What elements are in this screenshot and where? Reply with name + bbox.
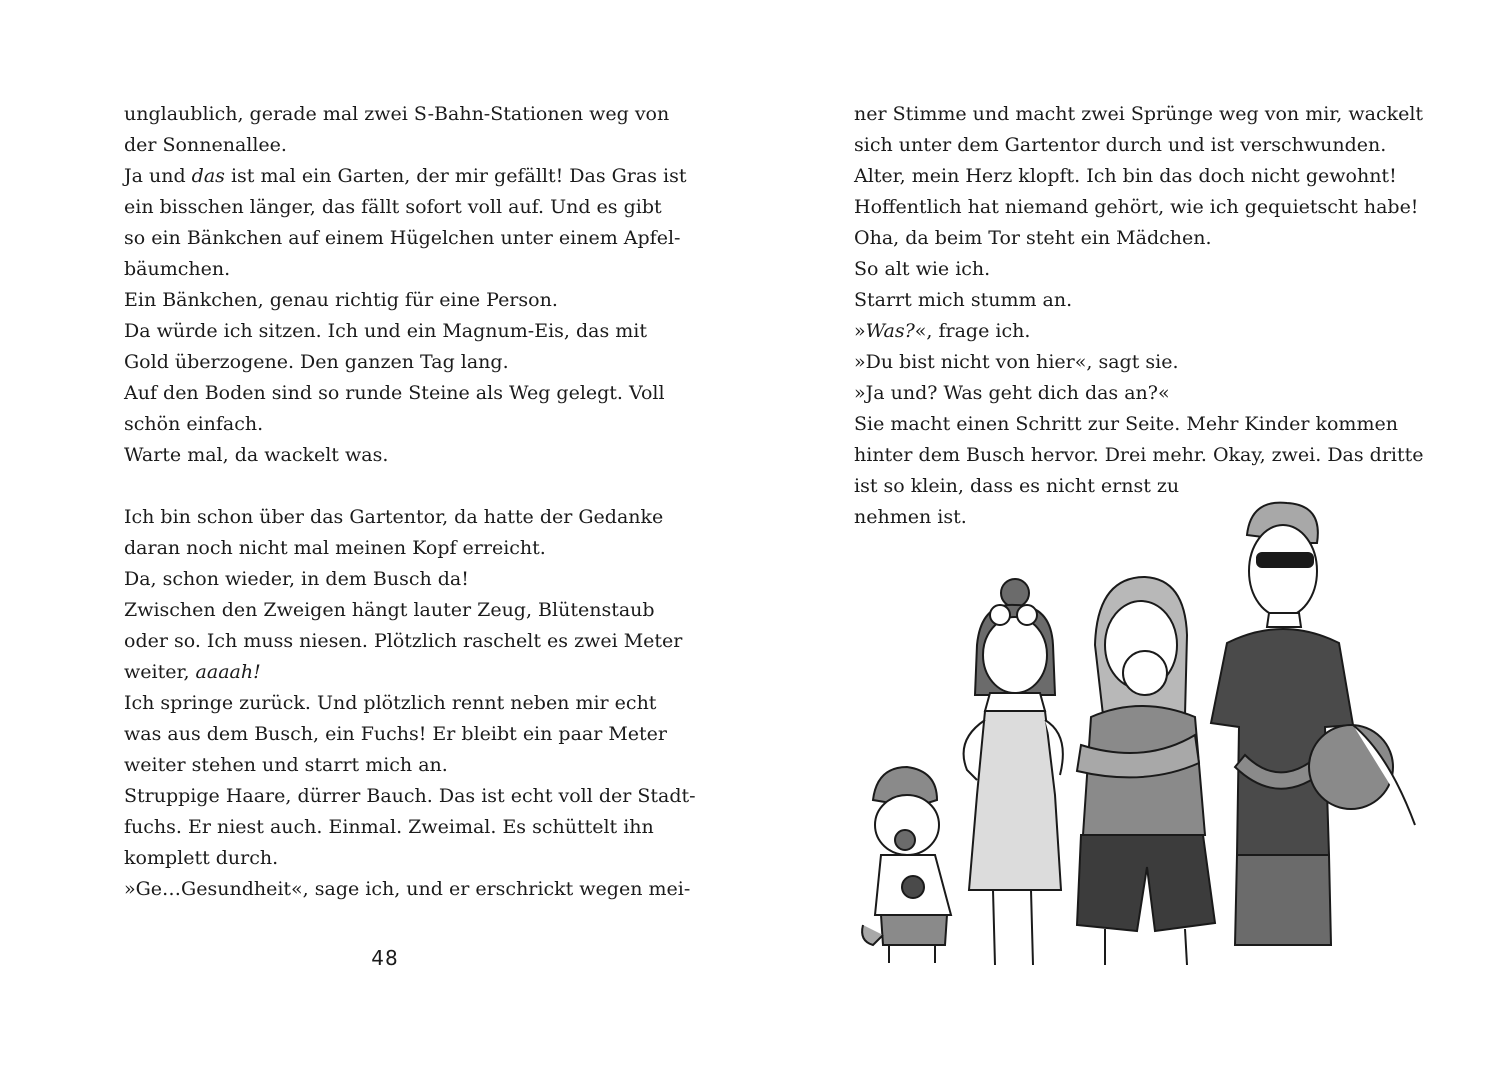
text-line: »Was?«, frage ich.: [854, 320, 1031, 342]
text-line: weiter stehen und starrt mich an.: [124, 754, 448, 776]
text-line: ist so klein, dass es nicht ernst zu: [854, 475, 1180, 497]
text-line: Da, schon wieder, in dem Busch da!: [124, 568, 469, 590]
text-line: Hoffentlich hat niemand gehört, wie ich gequietscht habe!: [854, 196, 1419, 218]
text-line: So alt wie ich.: [854, 258, 991, 280]
text-line: komplett durch.: [124, 847, 279, 869]
text-line: Starrt mich stumm an.: [854, 289, 1073, 311]
text-line: Struppige Haare, dürrer Bauch. Das ist echt voll der Stadt-: [124, 785, 696, 807]
text-line: Ein Bänkchen, genau richtig für eine Person.: [124, 289, 558, 311]
left-page-text: [124, 99, 696, 905]
text-line: Da würde ich sitzen. Ich und ein Magnum-Eis, das mit: [124, 320, 647, 342]
text-line: ner Stimme und macht zwei Sprünge weg von mir, wackelt: [854, 103, 1424, 125]
text-line: was aus dem Busch, ein Fuchs! Er bleibt ein paar Meter: [124, 723, 668, 745]
text-line: Ja und das ist mal ein Garten, der mir gefällt! Das Gras ist: [124, 165, 687, 187]
tall-boy-figure: [1211, 503, 1415, 945]
text-line: [124, 471, 646, 502]
text-line: Auf den Boden sind so runde Steine als Weg gelegt. Voll: [124, 382, 665, 404]
text-line: nehmen ist.: [854, 506, 967, 528]
text-line: oder so. Ich muss niesen. Plötzlich raschelt es zwei Meter: [124, 630, 683, 652]
text-line: Ich bin schon über das Gartentor, da hatte der Gedanke: [124, 506, 664, 528]
text-line: der Sonnenallee.: [124, 134, 287, 156]
four-children-illustration: [855, 495, 1430, 975]
right-page-text: [854, 99, 1424, 533]
text-line: daran noch nicht mal meinen Kopf erreicht.: [124, 537, 546, 559]
page-number: 48: [371, 946, 399, 970]
text-line: schön einfach.: [124, 413, 264, 435]
text-line: Sie macht einen Schritt zur Seite. Mehr Kinder kommen: [854, 413, 1398, 435]
text-line: so ein Bänkchen auf einem Hügelchen unter einem Apfel-: [124, 227, 681, 249]
text-line: Warte mal, da wackelt was.: [124, 444, 389, 466]
text-line: hinter dem Busch hervor. Drei mehr. Okay, zwei. Das dritte: [854, 444, 1424, 466]
text-line: »Ge…Gesundheit«, sage ich, und er erschrickt wegen mei-: [124, 878, 691, 900]
text-line: fuchs. Er niest auch. Einmal. Zweimal. Es schüttelt ihn: [124, 816, 654, 838]
text-line: Alter, mein Herz klopft. Ich bin das doch nicht gewohnt!: [854, 165, 1397, 187]
text-line: »Du bist nicht von hier«, sagt sie.: [854, 351, 1179, 373]
text-line: »Ja und? Was geht dich das an?«: [854, 382, 1170, 404]
text-line: ein bisschen länger, das fällt sofort voll auf. Und es gibt: [124, 196, 662, 218]
text-line: weiter, aaaah!: [124, 661, 261, 683]
text-line: bäumchen.: [124, 258, 231, 280]
text-line: Zwischen den Zweigen hängt lauter Zeug, Blütenstaub: [124, 599, 655, 621]
text-line: Ich springe zurück. Und plötzlich rennt neben mir echt: [124, 692, 657, 714]
bubblegum-girl-figure: [1077, 577, 1215, 965]
text-line: sich unter dem Gartentor durch und ist verschwunden.: [854, 134, 1387, 156]
text-line: unglaublich, gerade mal zwei S-Bahn-Stationen weg von: [124, 103, 670, 125]
girl-figure: [964, 579, 1063, 965]
text-line: Gold überzogene. Den ganzen Tag lang.: [124, 351, 509, 373]
toddler-figure: [862, 767, 951, 963]
text-line: Oha, da beim Tor steht ein Mädchen.: [854, 227, 1212, 249]
